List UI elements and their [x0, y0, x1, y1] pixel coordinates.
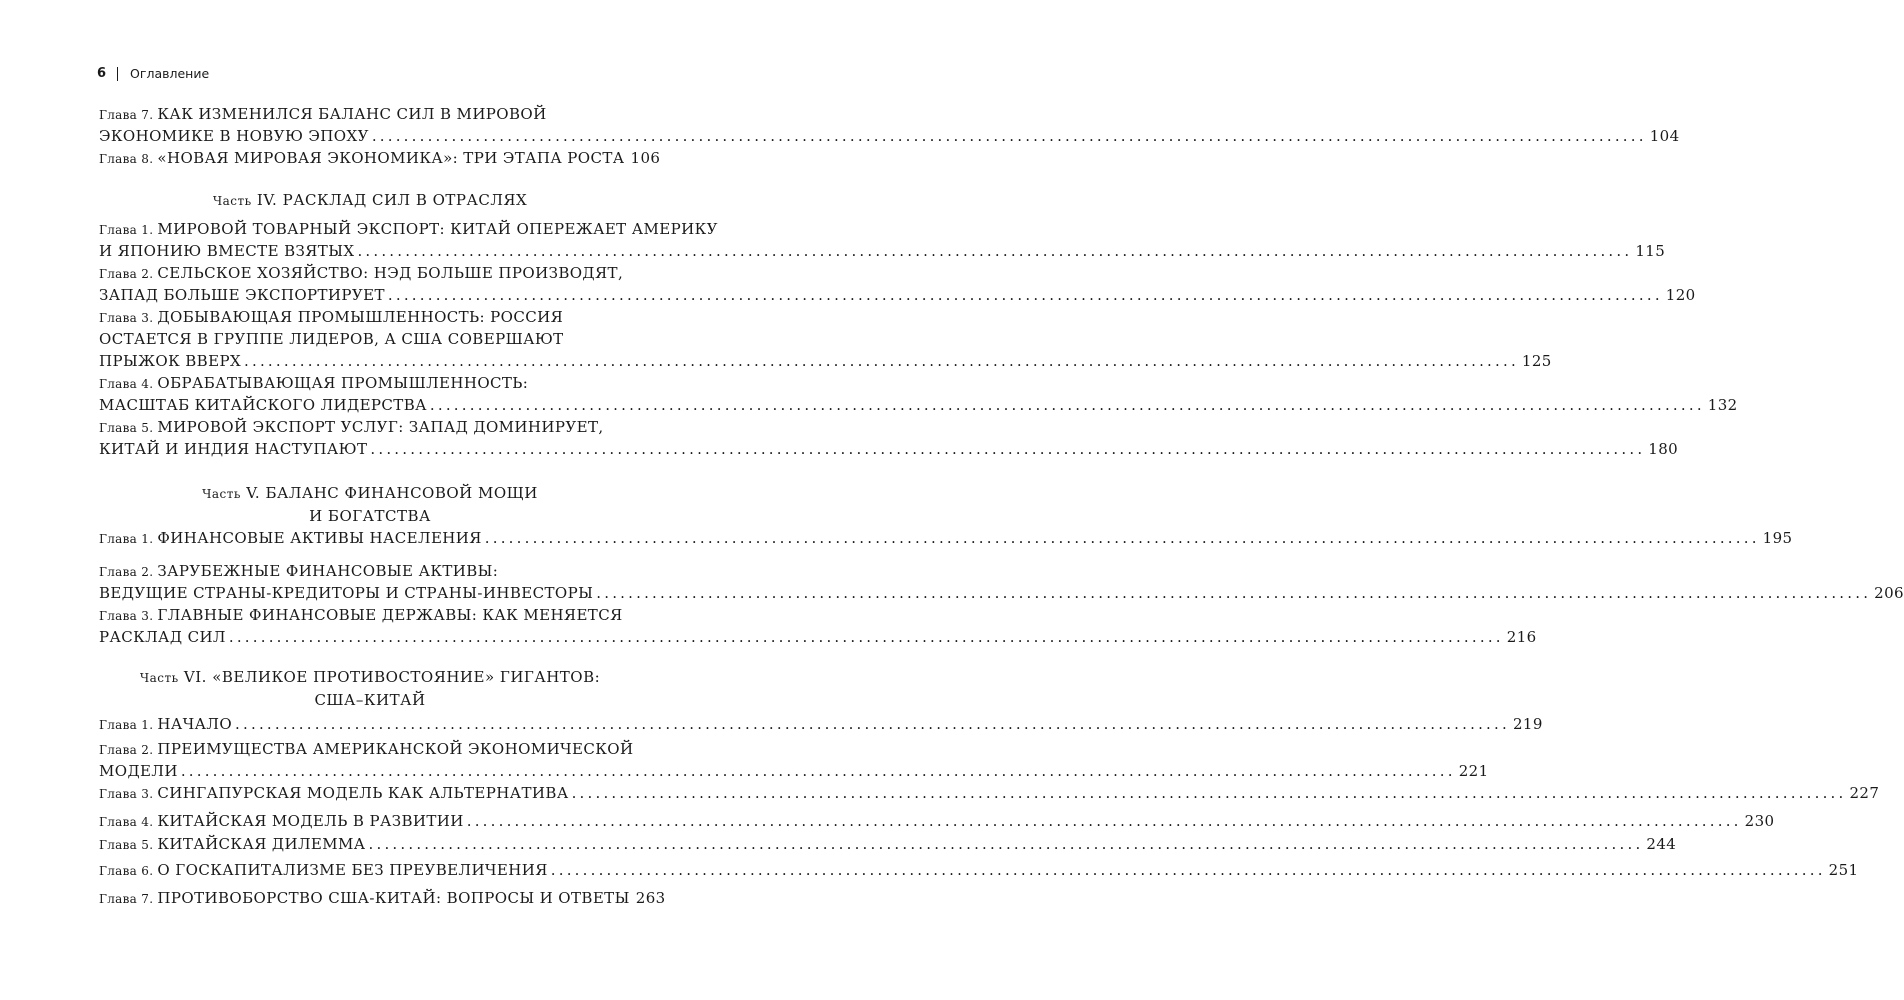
chapter-number: 3.: [137, 609, 158, 623]
page-ref: 251: [1828, 861, 1859, 879]
chapter-title-wrap: [99, 125, 369, 147]
dot-leader: ................................................................................................................................................................: [370, 440, 1646, 458]
toc-entry: [99, 782, 1880, 804]
part-heading-line: [99, 505, 641, 527]
page-ref: 221: [1458, 762, 1489, 780]
chapter-title: МИРОВОЙ ТОВАРНЫЙ ЭКСПОРТ: КИТАЙ ОПЕРЕЖАЕТ АМЕРИКУ: [157, 220, 718, 238]
chapter-title-wrap: [99, 859, 548, 882]
chapter-number: 7.: [137, 108, 158, 122]
toc-entry-last-line: [99, 626, 1537, 648]
chapter-title: ПРЕИМУЩЕСТВА АМЕРИКАНСКОЙ ЭКОНОМИЧЕСКОЙ: [157, 740, 634, 758]
chapter-title-wrap: [99, 438, 367, 460]
dot-leader: ................................................................................................................................................................: [371, 127, 1647, 145]
chapter-prefix: Глава: [99, 152, 138, 166]
page-ref: 263: [635, 889, 666, 907]
page-ref: 195: [1762, 529, 1793, 547]
page-number: 6: [97, 66, 107, 81]
chapter-prefix: Глава: [99, 267, 138, 281]
chapter-title: ОСТАЕТСЯ В ГРУППЕ ЛИДЕРОВ, А США СОВЕРШАЮТ: [99, 330, 564, 348]
toc-entry: [99, 560, 1904, 604]
chapter-prefix: Глава: [99, 892, 138, 906]
page-ref: 120: [1665, 286, 1696, 304]
chapter-number: 4.: [137, 377, 158, 391]
chapter-title: ПРЫЖОК ВВЕРХ: [99, 352, 242, 370]
toc-entry-last-line: [99, 394, 1738, 416]
chapter-prefix: Глава: [99, 565, 138, 579]
chapter-title: НАЧАЛО: [157, 715, 233, 733]
toc-entry: [99, 859, 1859, 881]
toc-entry-last-line: [99, 438, 1679, 460]
chapter-title-wrap: [99, 220, 718, 238]
toc-entry-last-line: [99, 527, 1793, 549]
chapter-number: 6.: [137, 864, 158, 878]
chapter-number: 5.: [137, 421, 158, 435]
page-ref: 106: [630, 149, 661, 167]
chapter-title: ЗАПАД БОЛЬШЕ ЭКСПОРТИРУЕТ: [99, 286, 385, 304]
toc-entry-line: [99, 604, 641, 626]
part-number: V.: [240, 484, 266, 502]
chapter-title: МОДЕЛИ: [99, 762, 178, 780]
chapter-prefix: Глава: [99, 377, 138, 391]
toc-entry: [99, 887, 666, 909]
chapter-number: 2.: [137, 267, 158, 281]
chapter-prefix: Глава: [99, 311, 138, 325]
chapter-title: И ЯПОНИЮ ВМЕСТЕ ВЗЯТЫХ: [99, 242, 355, 260]
toc-entry-last-line: [99, 810, 1775, 832]
toc-entry-last-line: [99, 760, 1489, 782]
chapter-number: 3.: [137, 311, 158, 325]
part-heading: [99, 482, 641, 527]
part-title: И БОГАТСТВА: [309, 507, 431, 525]
toc-entry: [99, 262, 1696, 306]
chapter-title: ПРОТИВОБОРСТВО США-КИТАЙ: ВОПРОСЫ И ОТВЕТЫ: [157, 889, 630, 907]
chapter-title-wrap: [99, 582, 593, 604]
toc-entry: [99, 218, 1666, 262]
toc-entry-last-line: [99, 125, 1680, 147]
part-title: БАЛАНС ФИНАНСОВОЙ МОЩИ: [265, 484, 538, 502]
part-heading-line: [99, 482, 641, 505]
toc-entry-last-line: [99, 147, 661, 169]
toc-entry-line: [99, 103, 641, 125]
chapter-title-wrap: [99, 240, 354, 262]
part-prefix: Часть: [139, 671, 179, 685]
part-heading-line: [99, 189, 641, 212]
dot-leader: ................................................................................................................................................................: [596, 584, 1872, 602]
chapter-title-wrap: [99, 147, 625, 170]
chapter-title-wrap: [99, 713, 232, 736]
chapter-title: ФИНАНСОВЫЕ АКТИВЫ НАСЕЛЕНИЯ: [157, 529, 482, 547]
chapter-number: 2.: [137, 565, 158, 579]
chapter-number: 1.: [137, 718, 158, 732]
page-ref: 216: [1506, 628, 1537, 646]
toc-entry-line: [99, 416, 641, 438]
toc-entry-last-line: [99, 582, 1904, 604]
chapter-number: 2.: [137, 743, 158, 757]
toc-entry: [99, 527, 1793, 549]
toc-entry: [99, 147, 661, 169]
chapter-title: О ГОСКАПИТАЛИЗМЕ БЕЗ ПРЕУВЕЛИЧЕНИЯ: [157, 861, 548, 879]
dot-leader: ................................................................................................................................................................: [387, 286, 1663, 304]
chapter-title: КИТАЙСКАЯ ДИЛЕММА: [157, 835, 366, 853]
part-prefix: Часть: [202, 487, 241, 501]
chapter-title: ЭКОНОМИКЕ В НОВУЮ ЭПОХУ: [99, 127, 369, 145]
chapter-title: ДОБЫВАЮЩАЯ ПРОМЫШЛЕННОСТЬ: РОССИЯ: [157, 308, 564, 326]
chapter-title-wrap: [99, 105, 547, 123]
chapter-title-wrap: [99, 330, 564, 348]
chapter-title-wrap: [99, 562, 498, 580]
part-number: VI.: [178, 668, 213, 686]
chapter-title-wrap: [99, 264, 623, 282]
chapter-title-wrap: [99, 833, 366, 856]
part-prefix: Часть: [212, 194, 252, 208]
chapter-title: СИНГАПУРСКАЯ МОДЕЛЬ КАК АЛЬТЕРНАТИВА: [157, 784, 569, 802]
toc-entry: [99, 738, 1489, 782]
toc-entry-line: [99, 328, 641, 350]
dot-leader: ................................................................................................................................................................: [368, 835, 1644, 853]
toc-entry-last-line: [99, 833, 1677, 855]
dot-leader: ................................................................................................................................................................: [550, 861, 1826, 879]
chapter-title-wrap: [99, 527, 482, 550]
dot-leader: ................................................................................................................................................................: [357, 242, 1633, 260]
toc-entry-line: [99, 738, 641, 760]
page-ref: 230: [1744, 812, 1775, 830]
chapter-title: СЕЛЬСКОЕ ХОЗЯЙСТВО: НЭД БОЛЬШЕ ПРОИЗВОДЯТ,: [157, 264, 624, 282]
toc-entry: [99, 103, 1680, 147]
part-heading-line: [99, 689, 641, 711]
running-header: [97, 66, 209, 81]
toc-entry-last-line: [99, 782, 1880, 804]
chapter-title-wrap: [99, 284, 385, 306]
chapter-title: МАСШТАБ КИТАЙСКОГО ЛИДЕРСТВА: [99, 396, 427, 414]
part-title: США–КИТАЙ: [314, 691, 426, 709]
chapter-prefix: Глава: [99, 787, 138, 801]
dot-leader: ................................................................................................................................................................: [228, 628, 1504, 646]
chapter-title-wrap: [99, 418, 604, 436]
chapter-title-wrap: [99, 782, 569, 805]
chapter-title-wrap: [99, 374, 528, 392]
toc-entry-line: [99, 372, 641, 394]
toc-entry: [99, 306, 1552, 372]
chapter-number: 1.: [137, 223, 158, 237]
toc-entry-last-line: [99, 350, 1552, 372]
chapter-title-wrap: [99, 606, 623, 624]
chapter-title: ВЕДУЩИЕ СТРАНЫ-КРЕДИТОРЫ И СТРАНЫ-ИНВЕСТОРЫ: [99, 584, 594, 602]
toc-entry-last-line: [99, 284, 1696, 306]
chapter-prefix: Глава: [99, 743, 138, 757]
toc-entry: [99, 372, 1738, 416]
part-number: IV.: [251, 191, 283, 209]
part-heading: [99, 666, 641, 711]
chapter-title: КИТАЙСКАЯ МОДЕЛЬ В РАЗВИТИИ: [157, 812, 464, 830]
toc-entry-last-line: [99, 887, 666, 909]
toc-entry-line: [99, 306, 641, 328]
chapter-title-wrap: [99, 394, 427, 416]
chapter-title-wrap: [99, 887, 630, 910]
chapter-number: 8.: [137, 152, 158, 166]
chapter-prefix: Глава: [99, 223, 138, 237]
page-ref: 206: [1874, 584, 1904, 602]
chapter-prefix: Глава: [99, 532, 138, 546]
toc-entry: [99, 833, 1677, 855]
part-heading: [99, 189, 641, 212]
chapter-title-wrap: [99, 760, 178, 782]
chapter-title: «НОВАЯ МИРОВАЯ ЭКОНОМИКА»: ТРИ ЭТАПА РОСТА: [157, 149, 625, 167]
chapter-prefix: Глава: [99, 609, 138, 623]
toc-entry: [99, 416, 1679, 460]
chapter-prefix: Глава: [99, 815, 138, 829]
toc-entry-last-line: [99, 240, 1666, 262]
dot-leader: ................................................................................................................................................................: [235, 715, 1510, 733]
chapter-title-wrap: [99, 740, 633, 758]
dot-leader: ................................................................................................................................................................: [180, 762, 1456, 780]
page-ref: 227: [1849, 784, 1880, 802]
header-divider: [117, 67, 118, 81]
chapter-title-wrap: [99, 626, 226, 648]
page-ref: 244: [1646, 835, 1677, 853]
chapter-title: ОБРАБАТЫВАЮЩАЯ ПРОМЫШЛЕННОСТЬ:: [157, 374, 529, 392]
page-ref: 104: [1649, 127, 1680, 145]
section-title: Оглавление: [130, 66, 210, 81]
toc-entry-last-line: [99, 859, 1859, 881]
part-heading-line: [99, 666, 641, 689]
chapter-prefix: Глава: [99, 108, 138, 122]
chapter-title-wrap: [99, 350, 241, 372]
page-ref: 219: [1512, 715, 1543, 733]
toc-entry: [99, 713, 1543, 735]
dot-leader: ................................................................................................................................................................: [244, 352, 1519, 370]
page-ref: 132: [1707, 396, 1738, 414]
toc-entry: [99, 604, 1537, 648]
toc-entry: [99, 810, 1775, 832]
dot-leader: ................................................................................................................................................................: [571, 784, 1847, 802]
chapter-prefix: Глава: [99, 718, 138, 732]
chapter-title: ЗАРУБЕЖНЫЕ ФИНАНСОВЫЕ АКТИВЫ:: [157, 562, 499, 580]
chapter-number: 4.: [137, 815, 158, 829]
toc-entry-line: [99, 218, 718, 240]
chapter-title: ГЛАВНЫЕ ФИНАНСОВЫЕ ДЕРЖАВЫ: КАК МЕНЯЕТСЯ: [157, 606, 623, 624]
chapter-prefix: Глава: [99, 421, 138, 435]
chapter-prefix: Глава: [99, 864, 138, 878]
dot-leader: ................................................................................................................................................................: [429, 396, 1705, 414]
chapter-title-wrap: [99, 308, 563, 326]
chapter-title: КИТАЙ И ИНДИЯ НАСТУПАЮТ: [99, 440, 368, 458]
toc-entry-line: [99, 262, 641, 284]
chapter-title: МИРОВОЙ ЭКСПОРТ УСЛУГ: ЗАПАД ДОМИНИРУЕТ,: [157, 418, 604, 436]
page-ref: 115: [1635, 242, 1666, 260]
dot-leader: ................................................................................................................................................................: [484, 529, 1760, 547]
chapter-number: 3.: [137, 787, 158, 801]
toc-entry-last-line: [99, 713, 1543, 735]
chapter-prefix: Глава: [99, 838, 138, 852]
chapter-number: 5.: [137, 838, 158, 852]
page-ref: 180: [1648, 440, 1679, 458]
page-ref: 125: [1521, 352, 1552, 370]
chapter-title-wrap: [99, 810, 464, 833]
chapter-number: 7.: [137, 892, 158, 906]
chapter-number: 1.: [137, 532, 158, 546]
dot-leader: ................................................................................................................................................................: [466, 812, 1742, 830]
part-title: РАСКЛАД СИЛ В ОТРАСЛЯХ: [282, 191, 528, 209]
chapter-title: РАСКЛАД СИЛ: [99, 628, 226, 646]
part-title: «ВЕЛИКОЕ ПРОТИВОСТОЯНИЕ» ГИГАНТОВ:: [212, 668, 601, 686]
toc-entry-line: [99, 560, 641, 582]
chapter-title: КАК ИЗМЕНИЛСЯ БАЛАНС СИЛ В МИРОВОЙ: [157, 105, 547, 123]
